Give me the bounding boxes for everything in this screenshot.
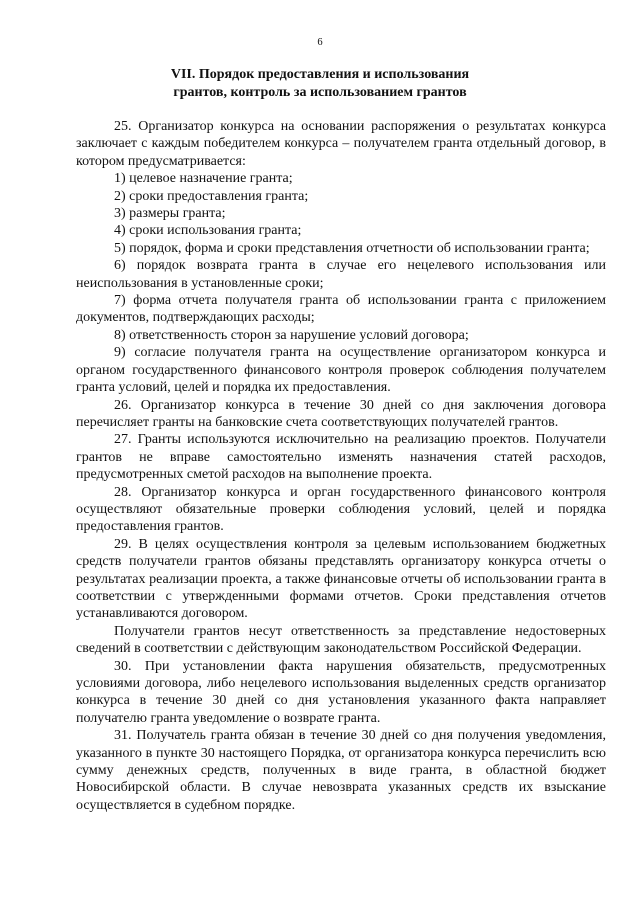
paragraph-29-responsibility: Получатели грантов несут ответственность за представление недостоверных сведений в соответствии с действующим законодательством Российской Федерации. <box>76 623 606 657</box>
page-number: 6 <box>317 37 323 48</box>
paragraph-29: 29. В целях осуществления контроля за целевым использованием бюджетных средств получатели грантов обязаны представлять организатору конкурса отчеты о результатах реализации проекта, а также финансовые отчеты об использовании гранта в соответствии с утвержденными формами отчетов. Сроки представления отчетов устанавливаются договором. <box>76 536 606 622</box>
paragraph-25: 25. Организатор конкурса на основании распоряжения о результатах конкурса заключает с каждым победителем конкурса – получателем гранта отдельный договор, в котором предусматривается: <box>76 119 606 169</box>
list-item-7: 7) форма отчета получателя гранта об использовании гранта с приложением документов, подтверждающих расходы; <box>76 293 606 326</box>
document-body <box>76 118 606 814</box>
paragraph-28: 28. Организатор конкурса и орган государственного финансового контроля осуществляют обязательные проверки соблюдения условий, целей и порядка предоставления грантов. <box>76 484 606 535</box>
list-item-4: 4) сроки использования гранта; <box>114 223 302 239</box>
paragraph-27: 27. Гранты используются исключительно на реализацию проектов. Получатели грантов не вправе самостоятельно изменять назначения статей расходов, предусмотренных сметой расходов на выполнение проекта. <box>76 432 606 483</box>
list-item-8: 8) ответственность сторон за нарушение условий договора; <box>114 327 469 343</box>
section-heading <box>0 66 640 102</box>
paragraph-26: 26. Организатор конкурса в течение 30 дней со дня заключения договора перечисляет гранты на банковские счета соответствующих получателей грантов. <box>76 397 606 430</box>
section-heading-line-1: VII. Порядок предоставления и использования <box>170 67 470 82</box>
paragraph-30: 30. При установлении факта нарушения обязательств, предусмотренных условиями договора, либо нецелевого использования выделенных средств организатор конкурса в течение 30 дней со дня установления указанного факта направляет получателю гранта уведомление о возврате гранта. <box>76 658 606 726</box>
list-item-5: 5) порядок, форма и сроки представления отчетности об использовании гранта; <box>114 240 590 256</box>
list-item-6: 6) порядок возврата гранта в случае его нецелевого использования или неиспользования в установленные сроки; <box>76 258 606 291</box>
paragraph-31: 31. Получатель гранта обязан в течение 30 дней со дня получения уведомления, указанного в пункте 30 настоящего Порядка, от организатора конкурса перечислить всю сумму денежных средств, полученных в виде гранта, в областной бюджет Новосибирской области. В случае невозврата указанных средств их взыскание осуществляется в судебном порядке. <box>76 728 606 813</box>
list-item-3: 3) размеры гранта; <box>114 206 226 222</box>
list-item-9: 9) согласие получателя гранта на осуществление организатором конкурса и органом государственного финансового контроля проверок соблюдения получателем гранта условий, целей и порядка их предоставления. <box>76 345 606 396</box>
list-item-2: 2) сроки предоставления гранта; <box>114 188 309 204</box>
list-item-1: 1) целевое назначение гранта; <box>114 171 293 187</box>
section-heading-line-2: грантов, контроль за использованием грантов <box>173 85 467 100</box>
